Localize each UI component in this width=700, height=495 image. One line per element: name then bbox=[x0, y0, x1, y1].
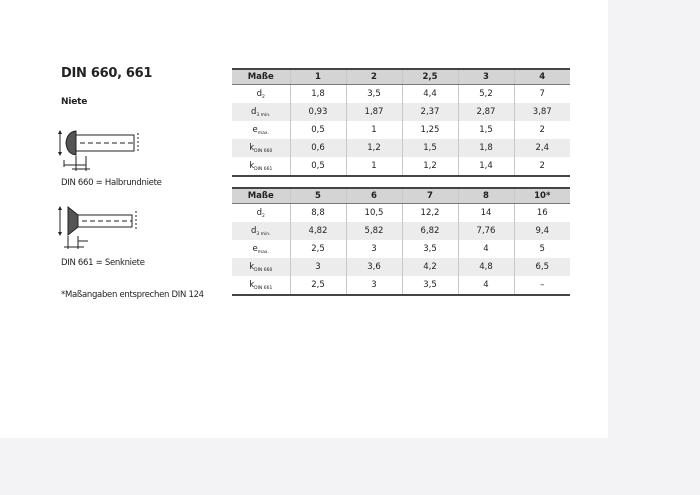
row-label-base: d bbox=[256, 207, 263, 218]
table-cell: 1,8 bbox=[290, 85, 346, 104]
table-cell: 3,5 bbox=[402, 240, 458, 258]
table-cell: 1,2 bbox=[346, 139, 402, 157]
table-row bbox=[232, 276, 570, 295]
table-cell: 3,6 bbox=[346, 258, 402, 276]
table-cell: 5 bbox=[539, 244, 545, 254]
row-label-base: d bbox=[256, 88, 263, 99]
table-cell: 1 bbox=[346, 121, 402, 139]
row-label-base: k bbox=[249, 279, 255, 290]
dimension-table-2 bbox=[232, 187, 570, 296]
table-cell: 6,5 bbox=[514, 258, 570, 276]
table-cell: 3 bbox=[290, 258, 346, 276]
dimension-table-1 bbox=[232, 68, 570, 177]
row-label bbox=[232, 103, 290, 121]
table-cell: 2,5 bbox=[290, 276, 346, 295]
column-header: 3 bbox=[458, 69, 514, 85]
table-cell: 0,5 bbox=[290, 157, 346, 176]
row-label-base: k bbox=[249, 142, 255, 153]
table-cell: 2,4 bbox=[514, 139, 570, 157]
row-label-sub: DIN 660 bbox=[254, 267, 273, 273]
table-cell: 8,8 bbox=[290, 204, 346, 223]
table-cell: 1,4 bbox=[458, 157, 514, 176]
row-label bbox=[232, 204, 290, 223]
table-header-row bbox=[232, 188, 570, 204]
table-cell: 2,37 bbox=[402, 103, 458, 121]
table-cell: 2,87 bbox=[458, 103, 514, 121]
row-label-sub: DIN 660 bbox=[254, 148, 273, 154]
table-cell: 3 bbox=[346, 240, 402, 258]
table-cell: 1 bbox=[346, 157, 402, 176]
table-cell: 1,87 bbox=[346, 103, 402, 121]
table-cell: 2 bbox=[514, 157, 570, 176]
table-row bbox=[232, 157, 570, 176]
row-label-sub: DIN 661 bbox=[254, 285, 273, 291]
round-head-rivet-drawing-icon bbox=[58, 125, 148, 175]
table-cell: 14 bbox=[458, 204, 514, 223]
column-header: 5 bbox=[290, 188, 346, 204]
column-header: 10* bbox=[514, 188, 570, 204]
table-row bbox=[232, 204, 570, 223]
row-label bbox=[232, 85, 290, 104]
table-cell: – bbox=[514, 276, 570, 295]
column-header: 2 bbox=[346, 69, 402, 85]
row-label-sub: 2 bbox=[262, 94, 265, 100]
table-cell: 7,76 bbox=[458, 222, 514, 240]
column-header: 7 bbox=[402, 188, 458, 204]
row-label-sub: max. bbox=[257, 130, 269, 136]
caption-din-660: DIN 660 = Halbrundniete bbox=[61, 178, 162, 188]
table-cell: 6,82 bbox=[402, 222, 458, 240]
table-cell: 4 bbox=[458, 276, 514, 295]
column-header: Maße bbox=[232, 69, 290, 85]
row-label bbox=[232, 258, 290, 276]
row-label-sub: max. bbox=[257, 249, 269, 255]
table-cell: 4,8 bbox=[458, 258, 514, 276]
table-cell: 4,4 bbox=[402, 85, 458, 104]
table-cell: 4,82 bbox=[290, 222, 346, 240]
row-label-sub: 3 min. bbox=[256, 112, 271, 118]
row-label-sub: 2 bbox=[262, 213, 265, 219]
row-label-sub: 3 min. bbox=[256, 231, 271, 237]
row-label-base: k bbox=[249, 261, 255, 272]
column-header: 8 bbox=[458, 188, 514, 204]
table-cell: 16 bbox=[536, 208, 548, 218]
table-header-row bbox=[232, 69, 570, 85]
table-cell: 5,82 bbox=[346, 222, 402, 240]
table-row bbox=[232, 222, 570, 240]
countersunk-rivet-drawing-icon bbox=[58, 203, 148, 253]
column-header: 2,5 bbox=[402, 69, 458, 85]
section-label: Niete bbox=[61, 97, 88, 107]
table-cell: 3,87 bbox=[514, 103, 570, 121]
table-cell: 0,93 bbox=[290, 103, 346, 121]
table-cell: 2 bbox=[539, 125, 545, 135]
caption-din-661: DIN 661 = Senkniete bbox=[61, 258, 145, 268]
table-cell: 1,25 bbox=[402, 121, 458, 139]
table-cell: 4 bbox=[458, 240, 514, 258]
table-cell: 9,4 bbox=[514, 222, 570, 240]
table-cell: 3,5 bbox=[346, 85, 402, 104]
footnote: *Maßangaben entsprechen DIN 124 bbox=[61, 290, 204, 300]
table-cell: 7 bbox=[539, 89, 545, 99]
table-cell: 12,2 bbox=[402, 204, 458, 223]
row-label-base: k bbox=[249, 160, 255, 171]
table-cell: 1,2 bbox=[402, 157, 458, 176]
table-cell: 0,5 bbox=[290, 121, 346, 139]
row-label bbox=[232, 121, 290, 139]
table-row bbox=[232, 139, 570, 157]
table-cell: 10,5 bbox=[346, 204, 402, 223]
row-label-base: d bbox=[250, 106, 257, 117]
row-label bbox=[232, 276, 290, 295]
table-cell: 3,5 bbox=[402, 276, 458, 295]
table-row bbox=[232, 103, 570, 121]
table-cell: 5,2 bbox=[458, 85, 514, 104]
table-row bbox=[232, 85, 570, 104]
table-cell: 4,2 bbox=[402, 258, 458, 276]
column-header: 4 bbox=[514, 69, 570, 85]
table-cell: 0,6 bbox=[290, 139, 346, 157]
row-label-sub: DIN 661 bbox=[254, 166, 273, 172]
row-label-base: e bbox=[252, 243, 258, 254]
row-label bbox=[232, 240, 290, 258]
table-row bbox=[232, 258, 570, 276]
table-row bbox=[232, 240, 570, 258]
table-cell: 2,5 bbox=[290, 240, 346, 258]
table-cell: 1,8 bbox=[458, 139, 514, 157]
table-cell: 1,5 bbox=[402, 139, 458, 157]
column-header: 1 bbox=[290, 69, 346, 85]
row-label-base: e bbox=[252, 124, 258, 135]
row-label bbox=[232, 222, 290, 240]
table-cell: 1,5 bbox=[458, 121, 514, 139]
row-label bbox=[232, 139, 290, 157]
column-header: 6 bbox=[346, 188, 402, 204]
row-label-base: d bbox=[250, 225, 257, 236]
row-label bbox=[232, 157, 290, 176]
page-title: DIN 660, 661 bbox=[61, 66, 153, 81]
column-header: Maße bbox=[232, 188, 290, 204]
table-cell: 3 bbox=[346, 276, 402, 295]
table-row bbox=[232, 121, 570, 139]
